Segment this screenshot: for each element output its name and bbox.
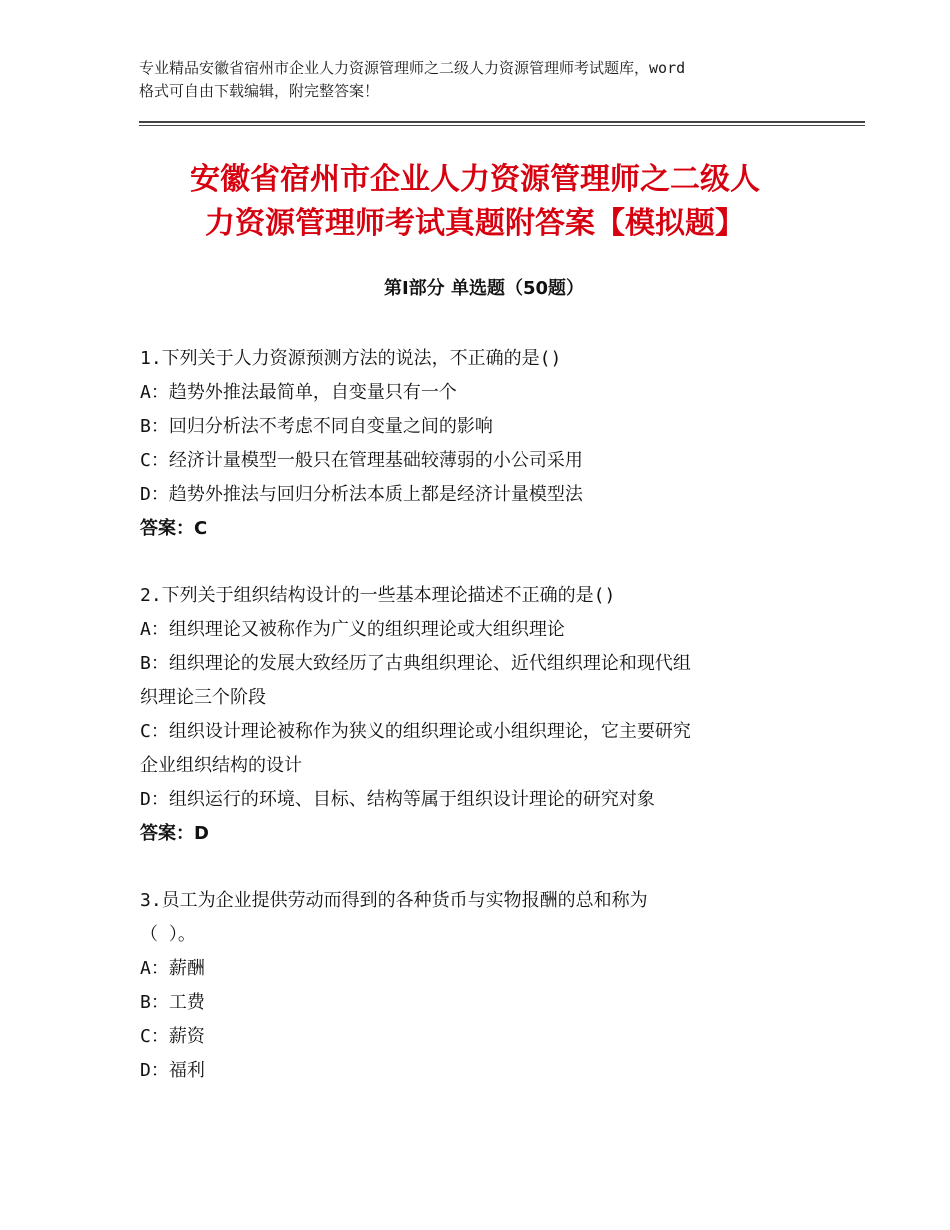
option-c: C：薪资 <box>140 1026 205 1047</box>
header-note <box>139 57 829 103</box>
option-d: D：趋势外推法与回归分析法本质上都是经济计量模型法 <box>140 484 583 505</box>
option-a: A：趋势外推法最简单，自变量只有一个 <box>140 382 457 403</box>
answer-label: 答案：D <box>140 823 209 844</box>
option-b: B：工费 <box>140 992 205 1013</box>
section-title: 第Ⅰ部分 单选题（50题） <box>383 278 584 299</box>
answer-label: 答案：C <box>140 518 208 539</box>
option-b-continued: 织理论三个阶段 <box>140 687 266 708</box>
header-note-line-2: 格式可自由下载编辑，附完整答案！ <box>139 82 380 100</box>
option-c: C：组织设计理论被称作为狭义的组织理论或小组织理论，它主要研究 <box>140 721 691 742</box>
header-note-line-1: 专业精品安徽省宿州市企业人力资源管理师之二级人力资源管理师考试题库，word <box>139 59 686 77</box>
option-a: A：组织理论又被称作为广义的组织理论或大组织理论 <box>140 619 565 640</box>
question-1 <box>140 342 810 546</box>
option-c-continued: 企业组织结构的设计 <box>140 755 302 776</box>
document-title-line-2: 力资源管理师考试真题附答案【模拟题】 <box>205 206 745 241</box>
question-2 <box>140 579 810 851</box>
document-title-line-1: 安徽省宿州市企业人力资源管理师之二级人 <box>190 162 760 197</box>
header-divider <box>139 121 865 126</box>
option-d: D：组织运行的环境、目标、结构等属于组织设计理论的研究对象 <box>140 789 655 810</box>
question-stem-continued: （ ）。 <box>140 924 196 945</box>
question-list <box>140 342 810 1121</box>
question-stem: 2.下列关于组织结构设计的一些基本理论描述不正确的是() <box>140 585 616 606</box>
option-c: C：经济计量模型一般只在管理基础较薄弱的小公司采用 <box>140 450 583 471</box>
question-3 <box>140 884 810 1088</box>
option-a: A：薪酬 <box>140 958 205 979</box>
document-title <box>120 158 830 246</box>
option-d: D：福利 <box>140 1060 205 1081</box>
question-stem: 3.员工为企业提供劳动而得到的各种货币与实物报酬的总和称为 <box>140 890 648 911</box>
option-b: B：组织理论的发展大致经历了古典组织理论、近代组织理论和现代组 <box>140 653 691 674</box>
question-stem: 1.下列关于人力资源预测方法的说法，不正确的是() <box>140 348 562 369</box>
option-b: B：回归分析法不考虑不同自变量之间的影响 <box>140 416 493 437</box>
